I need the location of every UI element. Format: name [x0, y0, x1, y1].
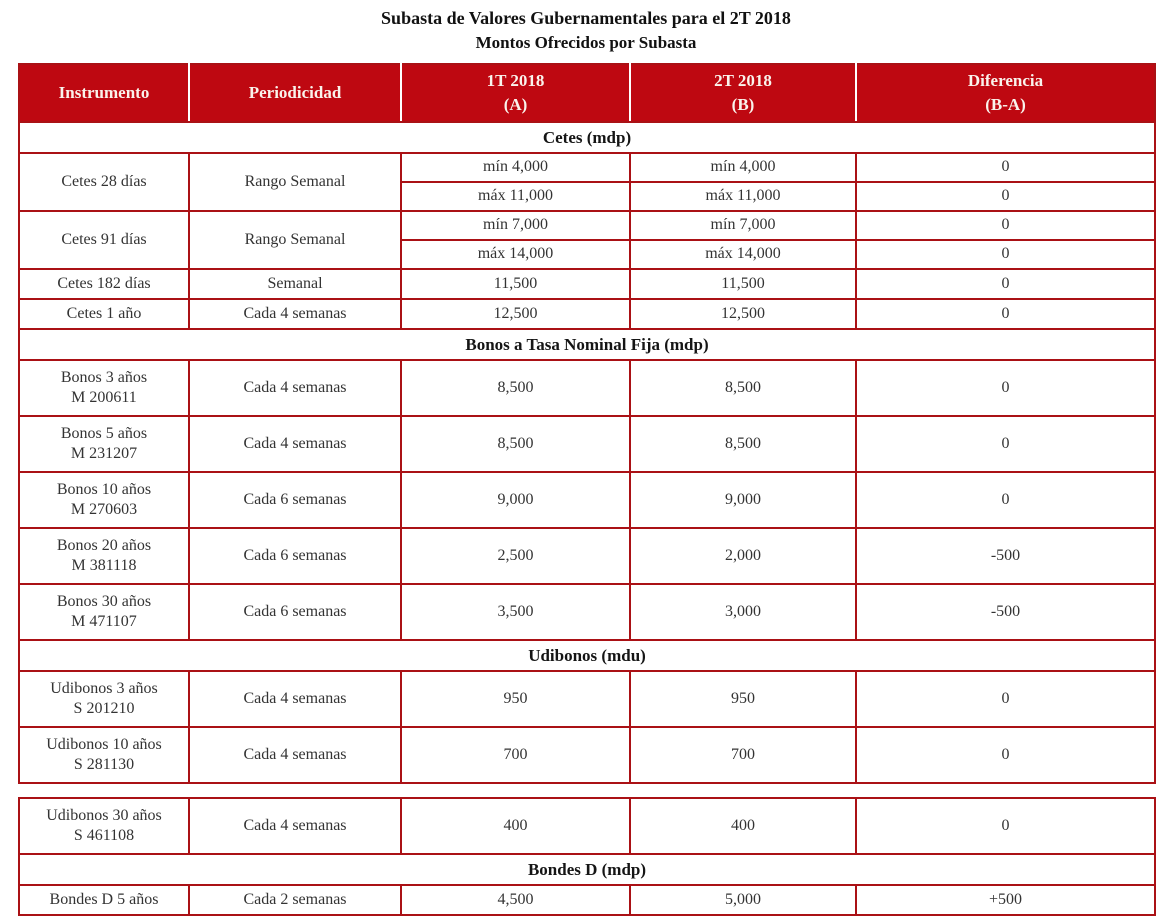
table-row: [19, 299, 1155, 329]
table-row: [19, 528, 1155, 584]
instrument-label-line: Bonos 30 años: [56, 592, 152, 610]
table-row: [19, 671, 1155, 727]
section-row: [19, 640, 1155, 671]
table-row: [19, 885, 1155, 915]
table-row: [19, 153, 1155, 182]
instrument-label-line: M 381118: [71, 556, 137, 574]
cell-difference: -500: [856, 584, 1155, 640]
instrument-label-line: Udibonos 10 años: [46, 735, 162, 753]
col-header-label: Instrumento: [58, 82, 150, 102]
section-header: Cetes (mdp): [19, 122, 1155, 153]
cell-instrument: [19, 153, 189, 211]
instrument-label-line: Bonos 5 años: [60, 424, 148, 442]
cell-instrument: [19, 211, 189, 269]
cell-amount-2t: 400: [630, 798, 856, 854]
table-row: [19, 211, 1155, 240]
instrument-label-line: M 200611: [71, 388, 137, 406]
cell-instrument: [19, 528, 189, 584]
cell-difference: -500: [856, 528, 1155, 584]
cell-periodicity: Cada 4 semanas: [189, 299, 401, 329]
auction-table-secondary: [18, 797, 1156, 916]
cell-difference: 0: [856, 240, 1155, 269]
cell-amount-1t: 4,500: [401, 885, 630, 915]
cell-amount-1t: 9,000: [401, 472, 630, 528]
cell-amount-2t: mín 4,000: [630, 153, 856, 182]
cell-instrument: [19, 299, 189, 329]
table-split-gap: [18, 784, 1154, 797]
cell-difference: 0: [856, 182, 1155, 211]
table-row: [19, 584, 1155, 640]
table-row: [19, 269, 1155, 299]
cell-difference: 0: [856, 472, 1155, 528]
section-header: Bondes D (mdp): [19, 854, 1155, 885]
cell-difference: 0: [856, 727, 1155, 783]
instrument-label-line: S 201210: [73, 699, 135, 717]
instrument-label-line: Udibonos 3 años: [50, 679, 158, 697]
cell-amount-1t: mín 7,000: [401, 211, 630, 240]
col-header-label: 2T 2018: [714, 70, 772, 90]
cell-amount-1t: máx 11,000: [401, 182, 630, 211]
cell-periodicity: Cada 4 semanas: [189, 416, 401, 472]
cell-difference: 0: [856, 269, 1155, 299]
cell-difference: 0: [856, 416, 1155, 472]
cell-amount-1t: 3,500: [401, 584, 630, 640]
table-row: [19, 472, 1155, 528]
cell-amount-2t: 700: [630, 727, 856, 783]
instrument-label-line: Cetes 1 año: [66, 304, 142, 322]
cell-amount-2t: mín 7,000: [630, 211, 856, 240]
cell-amount-2t: 5,000: [630, 885, 856, 915]
cell-amount-1t: 8,500: [401, 416, 630, 472]
cell-amount-1t: 950: [401, 671, 630, 727]
cell-periodicity: Cada 4 semanas: [189, 360, 401, 416]
instrument-label-line: M 471107: [71, 612, 137, 630]
cell-difference: 0: [856, 798, 1155, 854]
cell-amount-2t: 8,500: [630, 360, 856, 416]
instrument-label-line: Cetes 91 días: [61, 230, 147, 248]
cell-periodicity: Cada 6 semanas: [189, 584, 401, 640]
table-row: [19, 416, 1155, 472]
cell-amount-2t: máx 14,000: [630, 240, 856, 269]
cell-amount-1t: máx 14,000: [401, 240, 630, 269]
cell-amount-2t: máx 11,000: [630, 182, 856, 211]
instrument-label-line: S 461108: [73, 826, 135, 844]
table-row: [19, 727, 1155, 783]
cell-difference: 0: [856, 299, 1155, 329]
col-header-diferencia: Diferencia (B-A): [856, 64, 1155, 122]
auction-table-main: [18, 63, 1156, 784]
instrument-label-line: Cetes 182 días: [57, 274, 151, 292]
instrument-label-line: Bonos 10 años: [56, 480, 152, 498]
page-title-line1: Subasta de Valores Gubernamentales para el 2T 2018: [381, 8, 791, 28]
cell-instrument: [19, 798, 189, 854]
table-header-row: [19, 64, 1155, 122]
cell-instrument: [19, 416, 189, 472]
cell-amount-2t: 12,500: [630, 299, 856, 329]
section-row: [19, 854, 1155, 885]
cell-difference: 0: [856, 211, 1155, 240]
col-header-label: Diferencia: [967, 70, 1044, 90]
cell-instrument: [19, 584, 189, 640]
cell-instrument: [19, 269, 189, 299]
cell-instrument: [19, 671, 189, 727]
instrument-label-line: S 281130: [73, 755, 135, 773]
instrument-label-line: Bonos 20 años: [56, 536, 152, 554]
col-header-label: 1T 2018: [486, 70, 545, 90]
table-row: [19, 798, 1155, 854]
cell-instrument: [19, 360, 189, 416]
cell-periodicity: Rango Semanal: [189, 211, 401, 269]
cell-instrument: [19, 727, 189, 783]
page-title: [0, 0, 1172, 56]
cell-difference: 0: [856, 153, 1155, 182]
cell-difference: 0: [856, 671, 1155, 727]
instrument-label-line: Bonos 3 años: [60, 368, 148, 386]
col-header-periodicidad: [189, 64, 401, 122]
page-title-line2: Montos Ofrecidos por Subasta: [475, 33, 697, 53]
cell-amount-2t: 2,000: [630, 528, 856, 584]
section-header: Bonos a Tasa Nominal Fija (mdp): [19, 329, 1155, 360]
section-row: [19, 122, 1155, 153]
cell-amount-2t: 3,000: [630, 584, 856, 640]
cell-amount-2t: 950: [630, 671, 856, 727]
cell-periodicity: Rango Semanal: [189, 153, 401, 211]
col-header-2t-2018: 2T 2018 (B): [630, 64, 856, 122]
cell-amount-1t: 8,500: [401, 360, 630, 416]
instrument-label-line: Cetes 28 días: [61, 172, 147, 190]
cell-amount-1t: 12,500: [401, 299, 630, 329]
section-row: [19, 329, 1155, 360]
cell-amount-1t: 11,500: [401, 269, 630, 299]
cell-amount-2t: 8,500: [630, 416, 856, 472]
cell-difference: +500: [856, 885, 1155, 915]
auction-table-wrap: [18, 63, 1154, 916]
cell-amount-2t: 9,000: [630, 472, 856, 528]
cell-periodicity: Cada 4 semanas: [189, 671, 401, 727]
col-header-label: Periodicidad: [248, 82, 342, 102]
cell-periodicity: Cada 4 semanas: [189, 727, 401, 783]
cell-periodicity: Cada 6 semanas: [189, 472, 401, 528]
instrument-label-line: M 231207: [70, 444, 138, 462]
cell-periodicity: Cada 4 semanas: [189, 798, 401, 854]
instrument-label-line: Udibonos 30 años: [46, 806, 162, 824]
instrument-label-line: Bondes D 5 años: [49, 890, 159, 908]
cell-amount-1t: 700: [401, 727, 630, 783]
cell-amount-1t: 400: [401, 798, 630, 854]
cell-periodicity: Cada 2 semanas: [189, 885, 401, 915]
cell-instrument: [19, 885, 189, 915]
cell-amount-1t: 2,500: [401, 528, 630, 584]
table-row: [19, 360, 1155, 416]
col-header-1t-2018: 1T 2018 (A): [401, 64, 630, 122]
section-header: Udibonos (mdu): [19, 640, 1155, 671]
cell-periodicity: Cada 6 semanas: [189, 528, 401, 584]
instrument-label-line: M 270603: [70, 500, 138, 518]
cell-difference: 0: [856, 360, 1155, 416]
col-header-instrumento: [19, 64, 189, 122]
cell-periodicity: Semanal: [189, 269, 401, 299]
cell-amount-2t: 11,500: [630, 269, 856, 299]
cell-instrument: [19, 472, 189, 528]
cell-amount-1t: mín 4,000: [401, 153, 630, 182]
